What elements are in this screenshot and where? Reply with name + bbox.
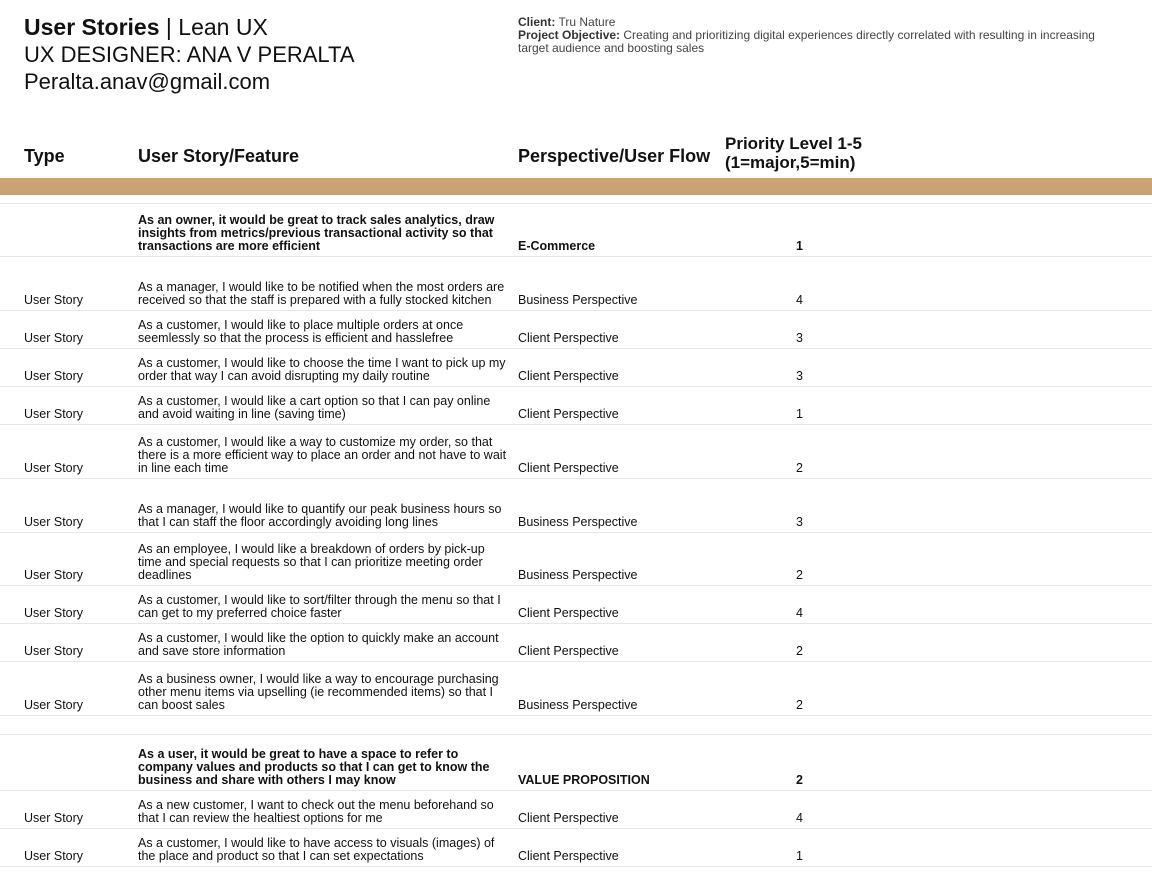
row-type: User Story	[24, 461, 84, 475]
objective-value: Creating and prioritizing digital experiences directly correlated with resulting in increasing target audience and boosting sales	[518, 28, 1095, 55]
row-priority: 2	[796, 773, 803, 787]
row-story: As an employee, I would like a breakdown of orders by pick-up time and special requests so that I can prioritize meeting order deadlines	[138, 542, 485, 582]
table-row	[0, 662, 1152, 716]
row-type: User Story	[24, 698, 84, 712]
table-row	[0, 533, 1152, 586]
designer-name: UX DESIGNER: ANA V PERALTA	[24, 42, 355, 67]
feature-row	[0, 735, 1152, 791]
stories-table	[0, 195, 1152, 867]
row-type: User Story	[24, 293, 84, 307]
row-flow: Business Perspective	[518, 568, 638, 582]
row-priority: 1	[796, 849, 803, 863]
row-story: As a customer, I would like to have access to visuals (images) of the place and product so that I can set expectations	[138, 836, 495, 863]
title-subtitle: Lean UX	[178, 14, 268, 40]
row-flow: Business Perspective	[518, 515, 638, 529]
row-priority: 1	[796, 239, 803, 253]
row-priority: 2	[796, 461, 803, 475]
row-flow: Client Perspective	[518, 461, 619, 475]
row-flow: VALUE PROPOSITION	[518, 773, 650, 787]
row-type: User Story	[24, 331, 84, 345]
client-value: Tru Nature	[555, 15, 616, 29]
row-priority: 2	[796, 644, 803, 658]
table-row	[0, 791, 1152, 829]
row-story: As a new customer, I want to check out the menu beforehand so that I can review the healtiest options for me	[138, 798, 494, 825]
spacer-row	[0, 195, 1152, 204]
column-header-priority	[725, 134, 862, 172]
column-headers	[0, 134, 1152, 178]
row-type: User Story	[24, 606, 84, 620]
table-row	[0, 624, 1152, 662]
document-header	[24, 14, 355, 95]
column-header-type: Type	[24, 146, 65, 166]
row-type: User Story	[24, 849, 84, 863]
row-priority: 3	[796, 331, 803, 345]
table-row	[0, 829, 1152, 867]
row-priority: 1	[796, 407, 803, 421]
feature-row	[0, 204, 1152, 257]
row-type: User Story	[24, 811, 84, 825]
row-story: As an owner, it would be great to track sales analytics, draw insights from metrics/previous transactional activity so that transactions are more efficient	[138, 213, 495, 253]
title-main: User Stories	[24, 14, 160, 40]
row-priority: 4	[796, 811, 803, 825]
row-priority: 4	[796, 293, 803, 307]
table-row	[0, 479, 1152, 533]
row-type: User Story	[24, 568, 84, 582]
column-header-story: User Story/Feature	[138, 146, 300, 166]
row-priority: 2	[796, 698, 803, 712]
priority-header-line2: (1=major,5=min)	[725, 153, 856, 172]
row-flow: Business Perspective	[518, 698, 638, 712]
row-story: As a customer, I would like to choose the time I want to pick up my order that way I can avoid disrupting my daily routine	[138, 356, 506, 383]
row-type: User Story	[24, 407, 84, 421]
table-row	[0, 311, 1152, 349]
row-story: As a manager, I would like to quantify our peak business hours so that I can staff the floor accordingly avoiding long lines	[138, 502, 502, 529]
row-flow: Client Perspective	[518, 407, 619, 421]
row-story: As a customer, I would like a cart option so that I can pay online and avoid waiting in line (saving time)	[138, 394, 491, 421]
table-row	[0, 349, 1152, 387]
row-type: User Story	[24, 644, 84, 658]
row-priority: 3	[796, 515, 803, 529]
row-priority: 4	[796, 606, 803, 620]
page-title	[24, 14, 355, 41]
table-row	[0, 257, 1152, 311]
row-story: As a manager, I would like to be notified when the most orders are received so that the staff is prepared with a fully stocked kitchen	[138, 280, 505, 307]
row-flow: Client Perspective	[518, 331, 619, 345]
project-info	[518, 16, 1118, 55]
row-story: As a customer, I would like the option to quickly make an account and save store information	[138, 631, 499, 658]
column-header-flow: Perspective/User Flow	[518, 146, 711, 166]
row-flow: Business Perspective	[518, 293, 638, 307]
designer-email: Peralta.anav@gmail.com	[24, 69, 271, 94]
row-flow: Client Perspective	[518, 849, 619, 863]
row-priority: 3	[796, 369, 803, 383]
row-story: As a customer, I would like to place multiple orders at once seemlessly so that the process is efficient and hasslefree	[138, 318, 464, 345]
priority-header-line1: Priority Level 1-5	[725, 134, 863, 153]
table-row	[0, 387, 1152, 425]
row-story: As a business owner, I would like a way to encourage purchasing other menu items via upselling (ie recommended items) so that I can boost sales	[138, 672, 499, 712]
spacer-row	[0, 716, 1152, 735]
row-type: User Story	[24, 369, 84, 383]
objective-line	[518, 29, 1118, 55]
row-priority: 2	[796, 568, 803, 582]
row-flow: Client Perspective	[518, 606, 619, 620]
row-story: As a user, it would be great to have a space to refer to company values and products so that I can get to know the business and share with others I may know	[138, 747, 490, 787]
row-flow: E-Commerce	[518, 239, 596, 253]
row-flow: Client Perspective	[518, 369, 619, 383]
table-row	[0, 586, 1152, 624]
row-type: User Story	[24, 515, 84, 529]
row-flow: Client Perspective	[518, 644, 619, 658]
table-row	[0, 425, 1152, 479]
row-story: As a customer, I would like to sort/filter through the menu so that I can get to my preferred choice faster	[138, 593, 501, 620]
client-label: Client:	[518, 15, 556, 29]
row-flow: Client Perspective	[518, 811, 619, 825]
header-divider-band	[0, 178, 1152, 195]
title-separator: |	[159, 14, 179, 40]
row-story: As a customer, I would like a way to customize my order, so that there is a more efficient way to place an order and not have to wait in line each time	[138, 435, 507, 475]
objective-label: Project Objective:	[518, 28, 621, 42]
